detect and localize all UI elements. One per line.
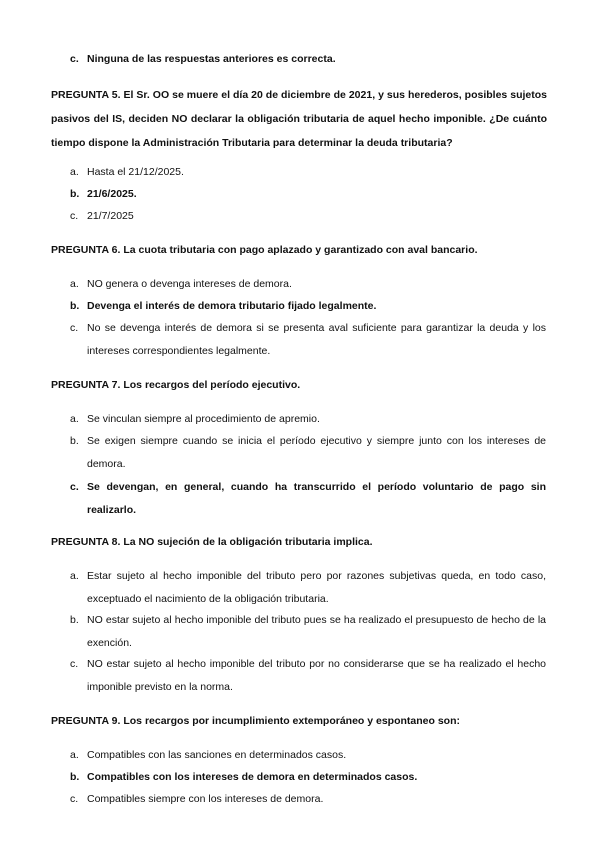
option-letter: c. [70, 481, 79, 493]
option-text: 21/7/2025 [87, 210, 134, 222]
question-label: PREGUNTA 9. [51, 715, 121, 727]
question-text: El Sr. OO se muere el día 20 de diciembre de 2021, y sus herederos, posibles sujetos pasivos del IS, deciden NO declarar la obligación tributaria de aquel hecho imponible. ¿De cuánto tiempo dispone la Administración Tributaria para determinar la deuda tributaria? [51, 89, 547, 149]
option-text: Compatibles con los intereses de demora en determinados casos. [87, 771, 418, 783]
question-text: La NO sujeción de la obligación tributaria implica. [123, 536, 373, 548]
option-letter: a. [70, 749, 79, 761]
option-text: Se exigen siempre cuando se inicia el período ejecutivo y siempre junto con los intereses de demora. [87, 435, 546, 470]
option-letter: c. [70, 658, 79, 670]
option-text: Compatibles con las sanciones en determinados casos. [87, 749, 347, 761]
q6-option-a [70, 273, 546, 296]
option-letter: a. [70, 570, 79, 582]
option-text: Se vinculan siempre al procedimiento de apremio. [87, 413, 320, 425]
option-text: No se devenga interés de demora si se presenta aval suficiente para garantizar la deuda y los intereses correspondientes legalmente. [87, 322, 546, 357]
question-text: Los recargos del período ejecutivo. [123, 379, 301, 391]
q5-option-b [70, 183, 546, 206]
q8-option-a [70, 565, 546, 610]
option-text: Se devengan, en general, cuando ha transcurrido el período voluntario de pago sin realizarlo. [87, 481, 546, 516]
option-letter: a. [70, 278, 79, 290]
option-letter: b. [70, 435, 79, 447]
question-8 [51, 530, 547, 554]
option-letter: b. [70, 188, 80, 200]
q7-option-a [70, 408, 546, 431]
option-letter: a. [70, 413, 79, 425]
option-letter: c. [70, 53, 79, 65]
option-text: Ninguna de las respuestas anteriores es correcta. [87, 53, 336, 65]
question-label: PREGUNTA 5. [51, 89, 121, 101]
question-7 [51, 373, 547, 397]
option-letter: c. [70, 322, 79, 334]
question-label: PREGUNTA 8. [51, 536, 121, 548]
option-text: 21/6/2025. [87, 188, 137, 200]
question-text: Los recargos por incumplimiento extemporáneo y espontaneo son: [123, 715, 461, 727]
option-text: Devenga el interés de demora tributario fijado legalmente. [87, 300, 377, 312]
q9-option-b [70, 766, 546, 789]
question-9 [51, 709, 547, 733]
option-text: Compatibles siempre con los intereses de demora. [87, 793, 324, 805]
q6-option-b [70, 295, 546, 318]
option-letter: b. [70, 300, 80, 312]
question-label: PREGUNTA 7. [51, 379, 121, 391]
q5-option-a [70, 161, 546, 184]
q7-option-b [70, 430, 546, 475]
q7-option-c [70, 476, 546, 521]
option-letter: b. [70, 771, 80, 783]
q6-option-c [70, 317, 546, 362]
question-5 [51, 83, 547, 155]
question-6 [51, 238, 547, 262]
q8-option-b [70, 609, 546, 654]
q8-option-c [70, 653, 546, 698]
q9-option-a [70, 744, 546, 767]
question-text: La cuota tributaria con pago aplazado y garantizado con aval bancario. [123, 244, 478, 256]
option-letter: a. [70, 166, 79, 178]
option-text: NO estar sujeto al hecho imponible del tributo pues se ha realizado el presupuesto de hecho de la exención. [87, 614, 546, 649]
q9-option-c [70, 788, 546, 811]
option-text: NO genera o devenga intereses de demora. [87, 278, 292, 290]
q5-option-c [70, 205, 546, 228]
option-letter: b. [70, 614, 79, 626]
option-text: Hasta el 21/12/2025. [87, 166, 184, 178]
question-label: PREGUNTA 6. [51, 244, 121, 256]
option-text: NO estar sujeto al hecho imponible del tributo por no considerarse que se ha realizado el hecho imponible previsto en la norma. [87, 658, 546, 693]
option-text: Estar sujeto al hecho imponible del tributo pero por razones subjetivas queda, en todo caso, exceptuado el nacimiento de la obligación tributaria. [87, 570, 546, 605]
prev-option-c [70, 48, 546, 71]
option-letter: c. [70, 210, 79, 222]
option-letter: c. [70, 793, 79, 805]
